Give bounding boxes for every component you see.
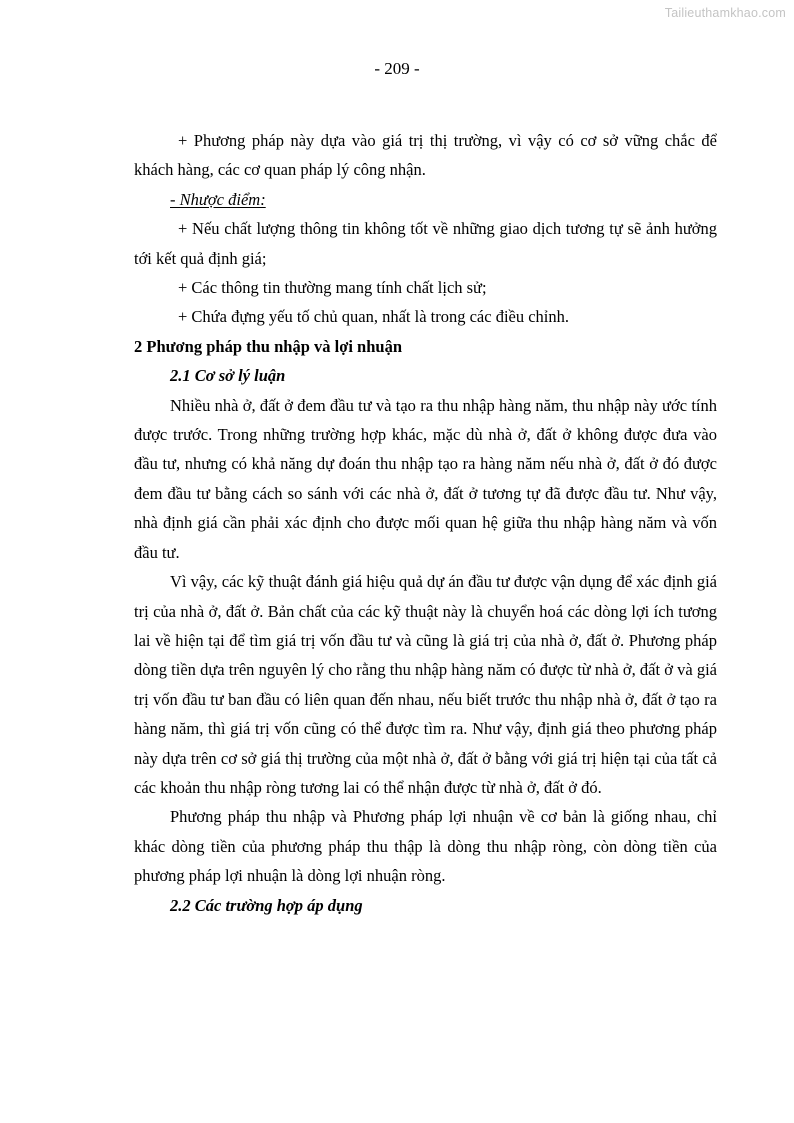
document-body: [134, 126, 717, 920]
section-heading: 2 Phương pháp thu nhập và lợi nhuận: [134, 336, 403, 356]
disadvantage-item: + Chứa đựng yếu tố chủ quan, nhất là trong các điều chỉnh.: [178, 307, 570, 327]
body-paragraph: Phương pháp thu nhập và Phương pháp lợi nhuận về cơ bản là giống nhau, chỉ khác dòng tiền của phương pháp thu thập là dòng thu nhập ròng, còn dòng tiền của phương pháp lợi nhuận là dòng lợi nhuận ròng.: [134, 807, 717, 886]
subsection-heading-line: [134, 361, 717, 390]
disadvantage-item: + Các thông tin thường mang tính chất lịch sử;: [178, 278, 487, 298]
subsection-heading: 2.2 Các trường hợp áp dụng: [170, 895, 363, 915]
advantage-item: + Phương pháp này dựa vào giá trị thị trường, vì vậy có cơ sở vững chắc để khách hàng, các cơ quan pháp lý công nhận.: [134, 131, 717, 180]
subsection-heading-line: [134, 891, 717, 920]
disadvantage-heading-line: [134, 185, 717, 214]
disadvantage-heading: - Nhược điểm:: [170, 189, 266, 209]
body-paragraph: Vì vậy, các kỹ thuật đánh giá hiệu quả dự án đầu tư được vận dụng để xác định giá trị của nhà ở, đất ở. Bản chất của các kỹ thuật này là chuyển hoá các dòng lợi ích tương lai về hiện tại để tìm giá trị vốn đầu tư và cũng là giá trị của nhà ở, đất ở. Phương pháp dòng tiền dựa trên nguyên lý cho rằng thu nhập hàng năm có được từ nhà ở, đất ở và giá trị vốn đầu tư ban đầu có liên quan đến nhau, nếu biết trước thu nhập nhà ở, đất ở tạo ra hàng năm, thì giá trị vốn cũng có thể được tìm ra. Như vậy, định giá theo phương pháp này dựa trên cơ sở giá thị trường của một nhà ở, đất ở bằng với giá trị hiện tại của tất cả các khoản thu nhập ròng tương lai có thể nhận được từ nhà ở, đất ở đó.: [134, 572, 717, 797]
watermark: Tailieuthamkhao.com: [664, 6, 786, 20]
subsection-heading: 2.1 Cơ sở lý luận: [170, 366, 286, 386]
disadvantage-item: + Nếu chất lượng thông tin không tốt về những giao dịch tương tự sẽ ảnh hưởng tới kết quả định giá;: [134, 219, 717, 268]
body-paragraph: Nhiều nhà ở, đất ở đem đầu tư và tạo ra thu nhập hàng năm, thu nhập này ước tính được trước. Trong những trường hợp khác, mặc dù nhà ở, đất ở không được đưa vào đầu tư, nhưng có khả năng dự đoán thu nhập tạo ra hàng năm nếu nhà ở, đất ở đó được đem đầu tư bằng cách so sánh với các nhà ở, đất ở tương tự đã được đầu tư. Như vậy, nhà định giá cần phải xác định cho được mối quan hệ giữa thu nhập hàng năm và vốn đầu tư.: [134, 395, 717, 562]
page-number: - 209 -: [374, 59, 420, 78]
